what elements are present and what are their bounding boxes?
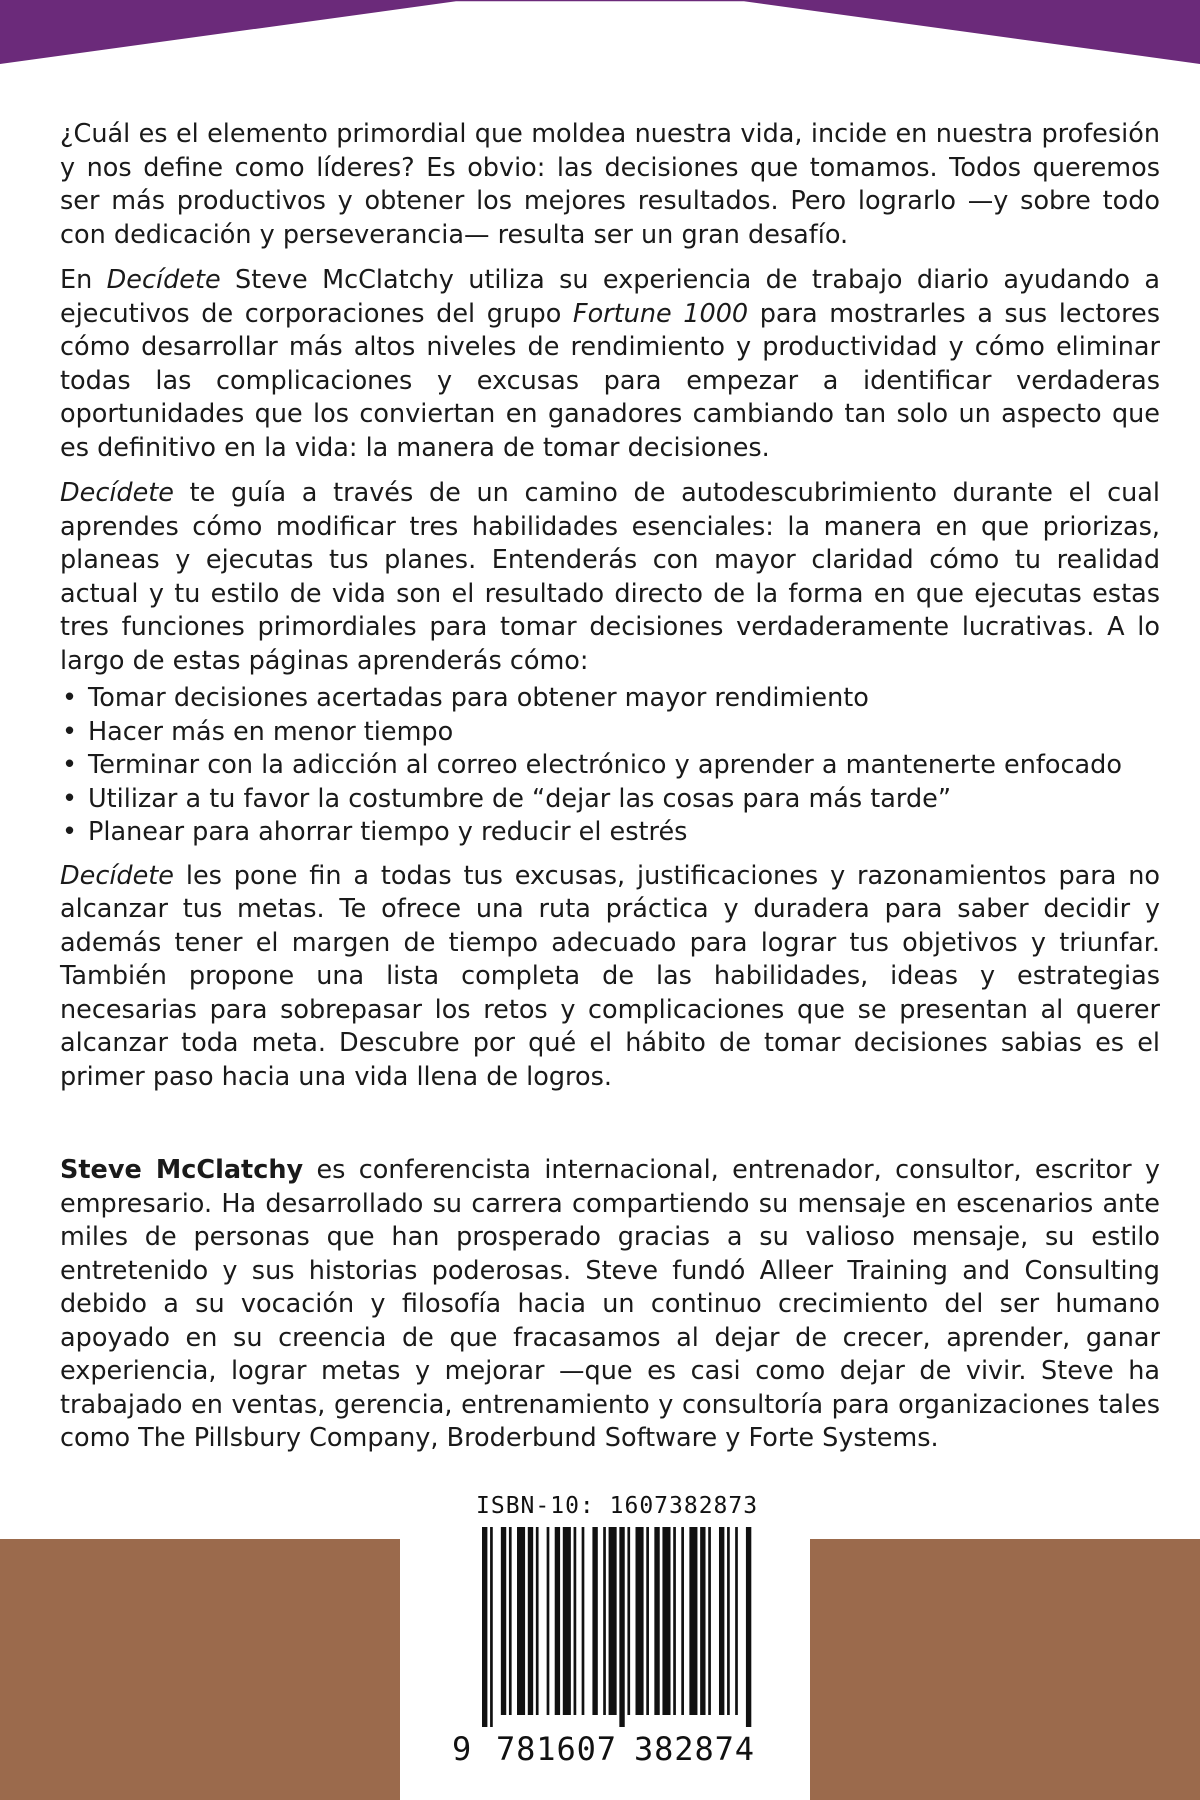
paragraph-text: En: [60, 265, 107, 295]
barcode-bar: [627, 1527, 630, 1715]
book-title-italic: Decídete: [106, 265, 221, 295]
book-title-italic: Decídete: [60, 860, 174, 891]
book-title-italic: Decídete: [60, 478, 174, 508]
barcode-bar: [735, 1527, 738, 1715]
barcode-bar: [563, 1527, 571, 1715]
bullet-item: • Tomar decisiones acertadas para obtener mayor rendimiento: [60, 682, 1160, 716]
barcode-bar: [636, 1527, 644, 1715]
barcode-bars: [482, 1527, 754, 1727]
paragraph-intro-text: ¿Cuál es el elemento primordial que moldea nuestra vida, incide en nuestra profesión y nos define como líderes? Es obvio: las decisiones que tomamos. Todos queremos ser más productivos y obtener los mejores resultados. Pero lograrlo —y sobre todo con dedicación y perseverancia— resulta ser un gran desafío.: [60, 119, 1160, 250]
bullet-item: • Terminar con la adicción al correo electrónico y aprender a mantenerte enfocado: [60, 749, 1160, 783]
back-cover-text: [60, 118, 1160, 1468]
barcode-bar: [708, 1527, 711, 1715]
paragraph-text: para mostrarles a sus lectores cómo desarrollar más altos niveles de rendimiento y productividad y cómo eliminar todas las complicaciones y excusas para empezar a identificar verdaderas oportunidades que los conviertan en ganadores cambiando tan solo un aspecto que es definitivo en la vida: la manera de tomar decisiones.: [60, 298, 1160, 463]
top-purple-band: [0, 0, 1200, 64]
paragraph-guide: [60, 477, 1160, 678]
barcode-area: [444, 1485, 774, 1800]
barcode-bar: [727, 1527, 730, 1715]
barcode-bar: [689, 1527, 697, 1715]
brown-block-left: [0, 1539, 400, 1800]
paragraph-summary: [60, 860, 1160, 1095]
barcode-bar: [555, 1527, 560, 1715]
author-name: Steve McClatchy: [60, 1155, 304, 1185]
barcode-bar: [490, 1527, 493, 1727]
barcode-bar: [517, 1527, 525, 1715]
barcode-bar: [547, 1527, 550, 1715]
paragraph-author-experience: [60, 264, 1160, 465]
barcode-bar: [662, 1527, 670, 1715]
barcode-bar: [681, 1527, 684, 1715]
bullet-item: • Utilizar a tu favor la costumbre de “dejar las cosas para más tarde”: [60, 783, 1160, 817]
barcode-bar: [582, 1527, 585, 1715]
barcode-bar: [654, 1527, 659, 1715]
barcode-bar: [673, 1527, 676, 1715]
barcode-bar: [501, 1527, 506, 1715]
barcode-digit-group-1: 781607: [496, 1730, 616, 1767]
barcode-digit-first: 9: [452, 1730, 472, 1767]
barcode-bar: [603, 1527, 606, 1715]
barcode-bar: [536, 1527, 539, 1715]
author-bio: [60, 1154, 1160, 1456]
barcode-bar: [719, 1527, 724, 1715]
barcode-digits: [452, 1727, 772, 1767]
barcode-bar: [646, 1527, 649, 1715]
paragraph-text: les pone fin a todas tus excusas, justificaciones y razonamientos para no alcanzar tus metas. Te ofrece una ruta práctica y duradera para saber decidir y además tener el margen de tiempo adecuado para lograr tus objetivos y triunfar. También propone una lista completa de las habilidades, ideas y estrategias necesarias para sobrepasar los retos y complicaciones que se presentan al querer alcanzar toda meta. Descubre por qué el hábito de tomar decisiones sabias es el primer paso hacia una vida llena de logros.: [60, 860, 1160, 1092]
barcode-bar: [619, 1527, 624, 1727]
fortune-1000-italic: Fortune 1000: [572, 298, 749, 329]
author-bio-text: es conferencista internacional, entrenador, consultor, escritor y empresario. Ha desarrollado su carrera compartiendo su mensaje en escenarios ante miles de personas que han prosperado gracias a su valioso mensaje, su estilo entretenido y sus historias poderosas. Steve fundó Alleer Training and Consulting debido a su vocación y filosofía hacia un continuo crecimiento del ser humano apoyado en su creencia de que fracasamos al dejar de crecer, aprender, ganar experiencia, lograr metas y mejorar —que es casi como dejar de vivir. Steve ha trabajado en ventas, gerencia, entrenamiento y consultoría para organizaciones tales como The Pillsbury Company, Broderbund Software y Forte Systems.: [60, 1155, 1160, 1453]
barcode-bar: [746, 1527, 751, 1727]
barcode-bar: [700, 1527, 705, 1715]
bullet-item: • Planear para ahorrar tiempo y reducir el estrés: [60, 816, 1160, 850]
barcode-bar: [528, 1527, 533, 1715]
barcode-bar: [592, 1527, 597, 1715]
paragraph-text: Steve McClatchy utiliza su experiencia de trabajo diario ayudando a ejecutivos de corporaciones del grupo: [60, 265, 1160, 329]
barcode-digit-group-2: 382874: [634, 1730, 754, 1767]
paragraph-text: te guía a través de un camino de autodescubrimiento durante el cual aprendes cómo modificar tres habilidades esenciales: la manera en que priorizas, planeas y ejecutas tus planes. Entenderás con mayor claridad cómo tu realidad actual y tu estilo de vida son el resultado directo de la forma en que ejecutas estas tres funciones primordiales para tomar decisiones verdaderamente lucrativas. A lo largo de estas páginas aprenderás cómo:: [60, 478, 1160, 676]
barcode-bar: [509, 1527, 512, 1715]
barcode-bar: [574, 1527, 577, 1715]
bullet-item: • Hacer más en menor tiempo: [60, 716, 1160, 750]
isbn-label: ISBN-10: 1607382873: [476, 1493, 759, 1519]
paragraph-intro: [60, 118, 1160, 252]
barcode-bar: [482, 1527, 487, 1727]
bullet-list: [60, 682, 1160, 850]
brown-block-right: [810, 1539, 1200, 1800]
barcode-bar: [609, 1527, 617, 1715]
